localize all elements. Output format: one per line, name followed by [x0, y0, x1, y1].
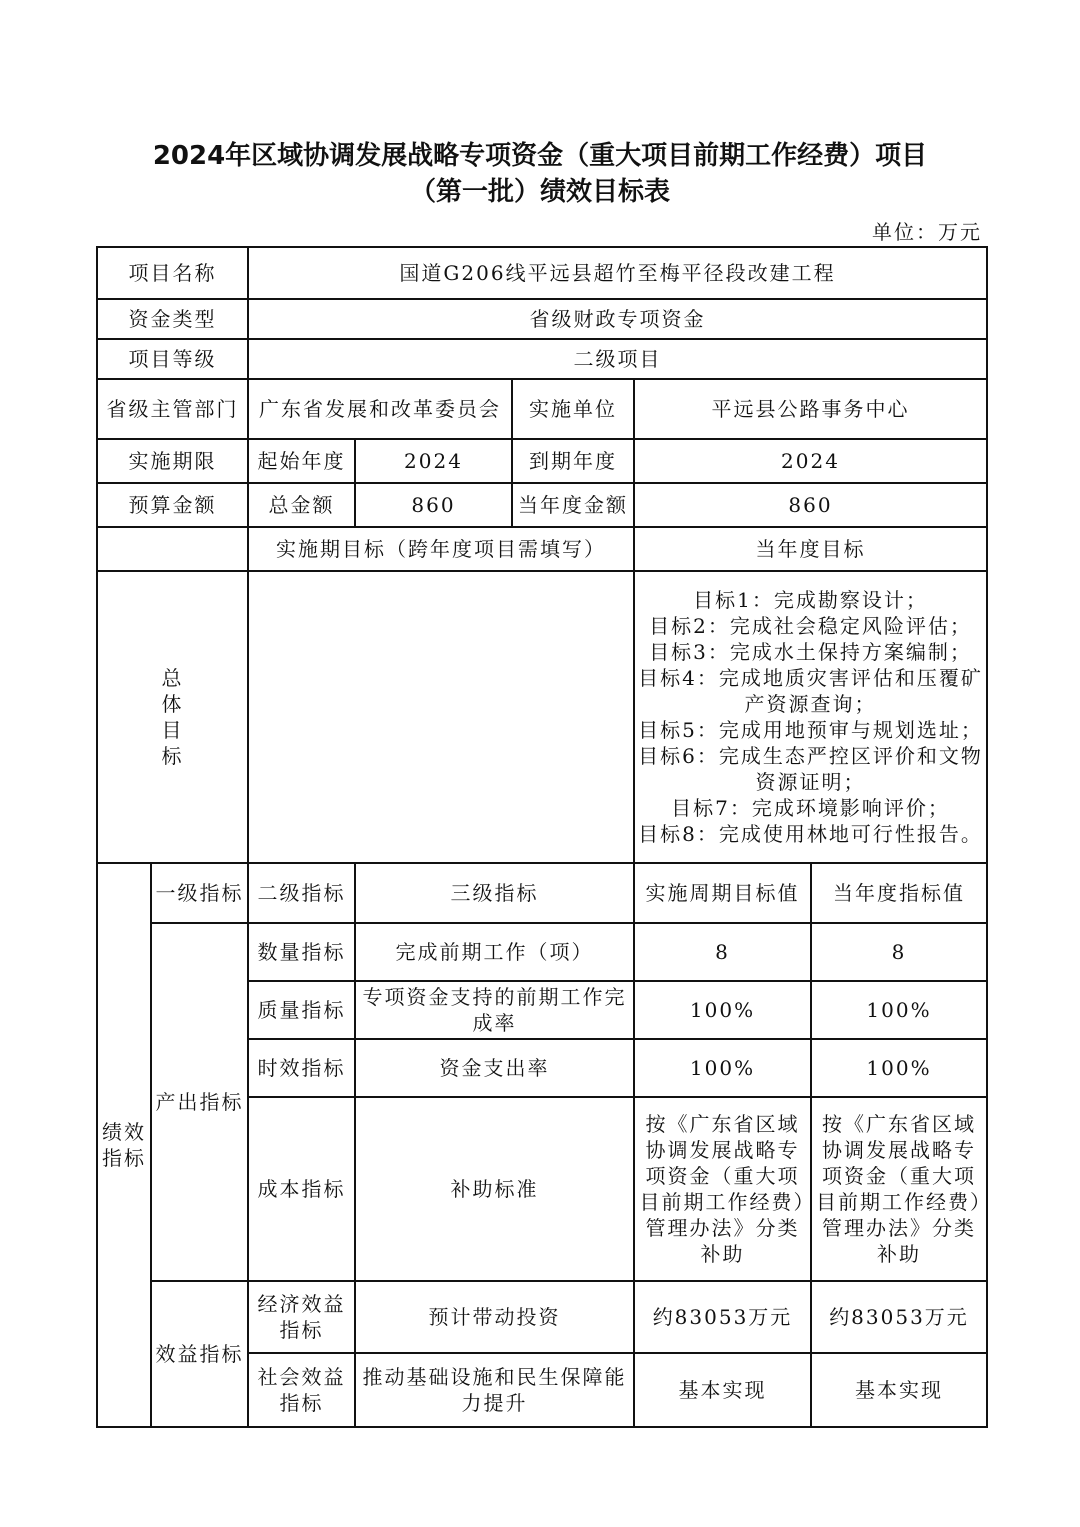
period-goal-header: 实施期目标（跨年度项目需填写） — [248, 527, 634, 571]
table-row-year-value: 100% — [811, 981, 987, 1039]
table-row-level3: 预计带动投资 — [355, 1281, 634, 1353]
overall-goal-label: 总 体 目 标 — [97, 571, 248, 863]
performance-target-table — [96, 246, 988, 1428]
table-row-period-value: 100% — [634, 1039, 811, 1097]
table-row-level2: 时效指标 — [248, 1039, 355, 1097]
fund-type-value: 省级财政专项资金 — [248, 299, 987, 339]
dept-value: 广东省发展和改革委员会 — [248, 379, 512, 439]
period-label: 实施期限 — [97, 439, 248, 483]
goal-line: 目标3：完成水土保持方案编制； — [649, 640, 972, 664]
goal-line: 目标1：完成勘察设计； — [693, 588, 928, 612]
table-row-level2: 经济效益指标 — [248, 1281, 355, 1353]
table-row-period-value: 基本实现 — [634, 1353, 811, 1427]
header-period-value: 实施周期目标值 — [634, 863, 811, 923]
table-row-period-value: 8 — [634, 923, 811, 981]
start-year-label: 起始年度 — [248, 439, 355, 483]
table-row-level2: 成本指标 — [248, 1097, 355, 1281]
table-row-level2: 质量指标 — [248, 981, 355, 1039]
goal-line: 资源证明； — [755, 770, 866, 794]
total-amount-label: 总金额 — [248, 483, 355, 527]
project-level-value: 二级项目 — [248, 339, 987, 379]
benefit-indicator-label: 效益指标 — [151, 1281, 248, 1427]
header-level3: 三级指标 — [355, 863, 634, 923]
table-row-level3: 补助标准 — [355, 1097, 634, 1281]
table-row-year-value: 按《广东省区域协调发展战略专项资金（重大项目前期工作经费）管理办法》分类补助 — [811, 1097, 987, 1281]
dept-label: 省级主管部门 — [97, 379, 248, 439]
goal-line: 目标4：完成地质灾害评估和压覆矿 — [638, 666, 983, 690]
table-row-level3: 完成前期工作（项） — [355, 923, 634, 981]
header-year-value: 当年度指标值 — [811, 863, 987, 923]
title-line-1: 2024年区域协调发展战略专项资金（重大项目前期工作经费）项目 — [152, 141, 928, 171]
goal-line: 目标5：完成用地预审与规划选址； — [638, 718, 983, 742]
goals-header-blank — [97, 527, 248, 571]
budget-label: 预算金额 — [97, 483, 248, 527]
table-row-level2: 社会效益指标 — [248, 1353, 355, 1427]
table-row-period-value: 按《广东省区域协调发展战略专项资金（重大项目前期工作经费）管理办法》分类补助 — [634, 1097, 811, 1281]
table-row-period-value: 约83053万元 — [634, 1281, 811, 1353]
goal-line: 目标8：完成使用林地可行性报告。 — [638, 822, 983, 846]
table-row-level3: 资金支出率 — [355, 1039, 634, 1097]
goal-line: 目标2：完成社会稳定风险评估； — [649, 614, 972, 638]
table-row-year-value: 100% — [811, 1039, 987, 1097]
output-indicator-label: 产出指标 — [151, 923, 248, 1281]
end-year-label: 到期年度 — [512, 439, 634, 483]
unit-label: 单位：万元 — [872, 220, 982, 244]
document-title — [0, 138, 1080, 210]
fund-type-label: 资金类型 — [97, 299, 248, 339]
table-row-level2: 数量指标 — [248, 923, 355, 981]
year-goal-text — [634, 571, 987, 863]
period-goal-text — [248, 571, 634, 863]
table-row-year-value: 基本实现 — [811, 1353, 987, 1427]
impl-unit-label: 实施单位 — [512, 379, 634, 439]
project-name-value: 国道G206线平远县超竹至梅平径段改建工程 — [248, 247, 987, 299]
total-amount-value: 860 — [355, 483, 512, 527]
impl-unit-value: 平远县公路事务中心 — [634, 379, 987, 439]
goal-line: 产资源查询； — [744, 692, 877, 716]
title-line-2: （第一批）绩效目标表 — [409, 177, 670, 207]
header-level2: 二级指标 — [248, 863, 355, 923]
table-row-level3: 专项资金支持的前期工作完成率 — [355, 981, 634, 1039]
performance-indicators-label: 绩效 指标 — [97, 863, 151, 1427]
current-amount-label: 当年度金额 — [512, 483, 634, 527]
end-year-value: 2024 — [634, 439, 987, 483]
goal-line: 目标7：完成环境影响评价； — [671, 796, 950, 820]
project-name-label: 项目名称 — [97, 247, 248, 299]
table-row-period-value: 100% — [634, 981, 811, 1039]
table-row-year-value: 8 — [811, 923, 987, 981]
current-amount-value: 860 — [634, 483, 987, 527]
year-goal-header: 当年度目标 — [634, 527, 987, 571]
goal-line: 目标6：完成生态严控区评价和文物 — [638, 744, 983, 768]
start-year-value: 2024 — [355, 439, 512, 483]
project-level-label: 项目等级 — [97, 339, 248, 379]
header-level1: 一级指标 — [151, 863, 248, 923]
table-row-level3: 推动基础设施和民生保障能力提升 — [355, 1353, 634, 1427]
table-row-year-value: 约83053万元 — [811, 1281, 987, 1353]
